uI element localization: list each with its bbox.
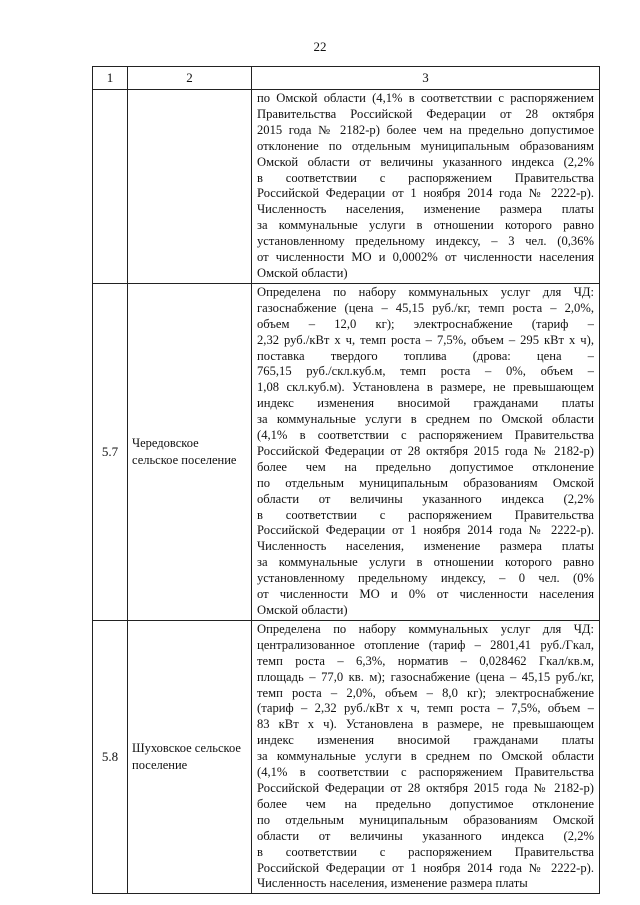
description-line: за коммунальные услуги в отношении которого равно [257, 555, 594, 570]
table-row-continued [93, 90, 600, 284]
description-line: в соответствии с распоряжением Правительства [257, 170, 594, 185]
settlement-name: Чередовское сельское поселение [128, 283, 252, 620]
description-line: темп роста – 6,3%, норматив – 0,028462 Гкал/кв.м, [257, 653, 594, 668]
description-line: по отдельным муниципальным образованиям Омской [257, 475, 594, 490]
description-line: объем – 12,0 кг); электроснабжение (тариф – [257, 316, 594, 331]
description-line: 83 кВт х ч). Установлена в размере, не превышающем [257, 717, 594, 732]
description-line: поставка твердого топлива (дрова: цена – [257, 348, 594, 363]
description-line: за коммунальные услуги в отношении которого равно [257, 218, 594, 233]
description-line: отклонение по отдельным муниципальным образованиям [257, 138, 594, 153]
description-line: Численность населения, изменение размера платы [257, 202, 594, 217]
header-col-1: 1 [93, 67, 128, 90]
data-table [92, 66, 600, 894]
description-line: от численности МО и 0% от численности населения [257, 587, 594, 602]
row-number: 5.8 [93, 620, 128, 893]
description-line: Омской области) [257, 265, 348, 280]
description-line: Российской Федерации от 1 ноября 2014 года № 2222-р). [257, 523, 594, 538]
table-row-5-7 [93, 283, 600, 620]
table-header-row [93, 67, 600, 90]
description-line: 2015 года № 2182-р) более чем на предельно допустимое [257, 122, 594, 137]
description-line: Омской области) [257, 603, 348, 617]
description-line: темп роста – 2,0%, объем – 8,0 кг); электроснабжение [257, 685, 594, 700]
table-row-5-8 [93, 620, 600, 893]
description-line: по Омской области (4,1% в соответствии с распоряжением [257, 91, 594, 105]
description-line: Омской области от величины указанного индекса (2,2% [257, 154, 594, 169]
description-line: по отдельным муниципальным образованиям Омской [257, 812, 594, 827]
description-line: централизованное отопление (тариф – 2801,41 руб./Гкал, [257, 637, 594, 652]
description-line: в соответствии с распоряжением Правительства [257, 844, 594, 859]
description-line: (4,1% в соответствии с распоряжением Правительства [257, 428, 594, 443]
description-line: от численности МО и 0,0002% от численности населения [257, 250, 594, 265]
description-line: площадь – 77,0 кв. м); газоснабжение (цена – 45,15 руб./кг, [257, 669, 594, 684]
description-line: индекс изменения вносимой гражданами платы [257, 396, 594, 411]
description-line: индекс изменения вносимой гражданами платы [257, 733, 594, 748]
description-line: в соответствии с распоряжением Правительства [257, 507, 594, 522]
row-description [252, 283, 600, 620]
description-line: установленному предельному индексу, – 0 чел. (0% [257, 571, 594, 586]
description-line: более чем на предельно допустимое отклонение [257, 796, 594, 811]
description-line: 2,32 руб./кВт х ч, темп роста – 7,5%, объем – 295 кВт х ч), [257, 332, 594, 347]
settlement-name: Шуховское сельское поселение [128, 620, 252, 893]
row-description [252, 90, 600, 284]
description-line: Российской Федерации от 1 ноября 2014 года № 2222-р). [257, 186, 594, 201]
row-number: 5.7 [93, 283, 128, 620]
header-col-3: 3 [252, 67, 600, 90]
description-line: (4,1% в соответствии с распоряжением Правительства [257, 765, 594, 780]
description-line: за коммунальные услуги в среднем по Омской области [257, 412, 594, 427]
description-line: Определена по набору коммунальных услуг для ЧД: [257, 284, 594, 299]
description-line: Правительства Российской Федерации от 28 октября [257, 106, 594, 121]
description-line: Численность населения, изменение размера платы [257, 539, 594, 554]
description-line: 1,08 скл.куб.м). Установлена в размере, не превышающем [257, 380, 594, 395]
description-line: области от величины указанного индекса (2,2% [257, 828, 594, 843]
description-line: 765,15 руб./скл.куб.м, темп роста – 0%, объем – [257, 364, 594, 379]
description-line: газоснабжение (цена – 45,15 руб./кг, темп роста – 2,0%, [257, 300, 594, 315]
description-line: области от величины указанного индекса (2,2% [257, 491, 594, 506]
row-description [252, 620, 600, 893]
settlement-name [128, 90, 252, 284]
description-line: установленному предельному индексу, – 3 чел. (0,36% [257, 234, 594, 249]
description-line: Российской Федерации от 1 ноября 2014 года № 2222-р). [257, 860, 594, 875]
description-line: (тариф – 2,32 руб./кВт х ч, темп роста – 7,5%, объем – [257, 701, 594, 716]
header-col-2: 2 [128, 67, 252, 90]
row-number [93, 90, 128, 284]
description-line: Численность населения, изменение размера платы [257, 876, 528, 891]
description-line: за коммунальные услуги в среднем по Омской области [257, 749, 594, 764]
description-line: более чем на предельно допустимое отклонение [257, 459, 594, 474]
description-line: Российской Федерации от 28 октября 2015 года № 2182-р) [257, 443, 594, 458]
page-number: 22 [313, 39, 327, 54]
description-line: Российской Федерации от 28 октября 2015 года № 2182-р) [257, 780, 594, 795]
description-line: Определена по набору коммунальных услуг для ЧД: [257, 621, 594, 636]
